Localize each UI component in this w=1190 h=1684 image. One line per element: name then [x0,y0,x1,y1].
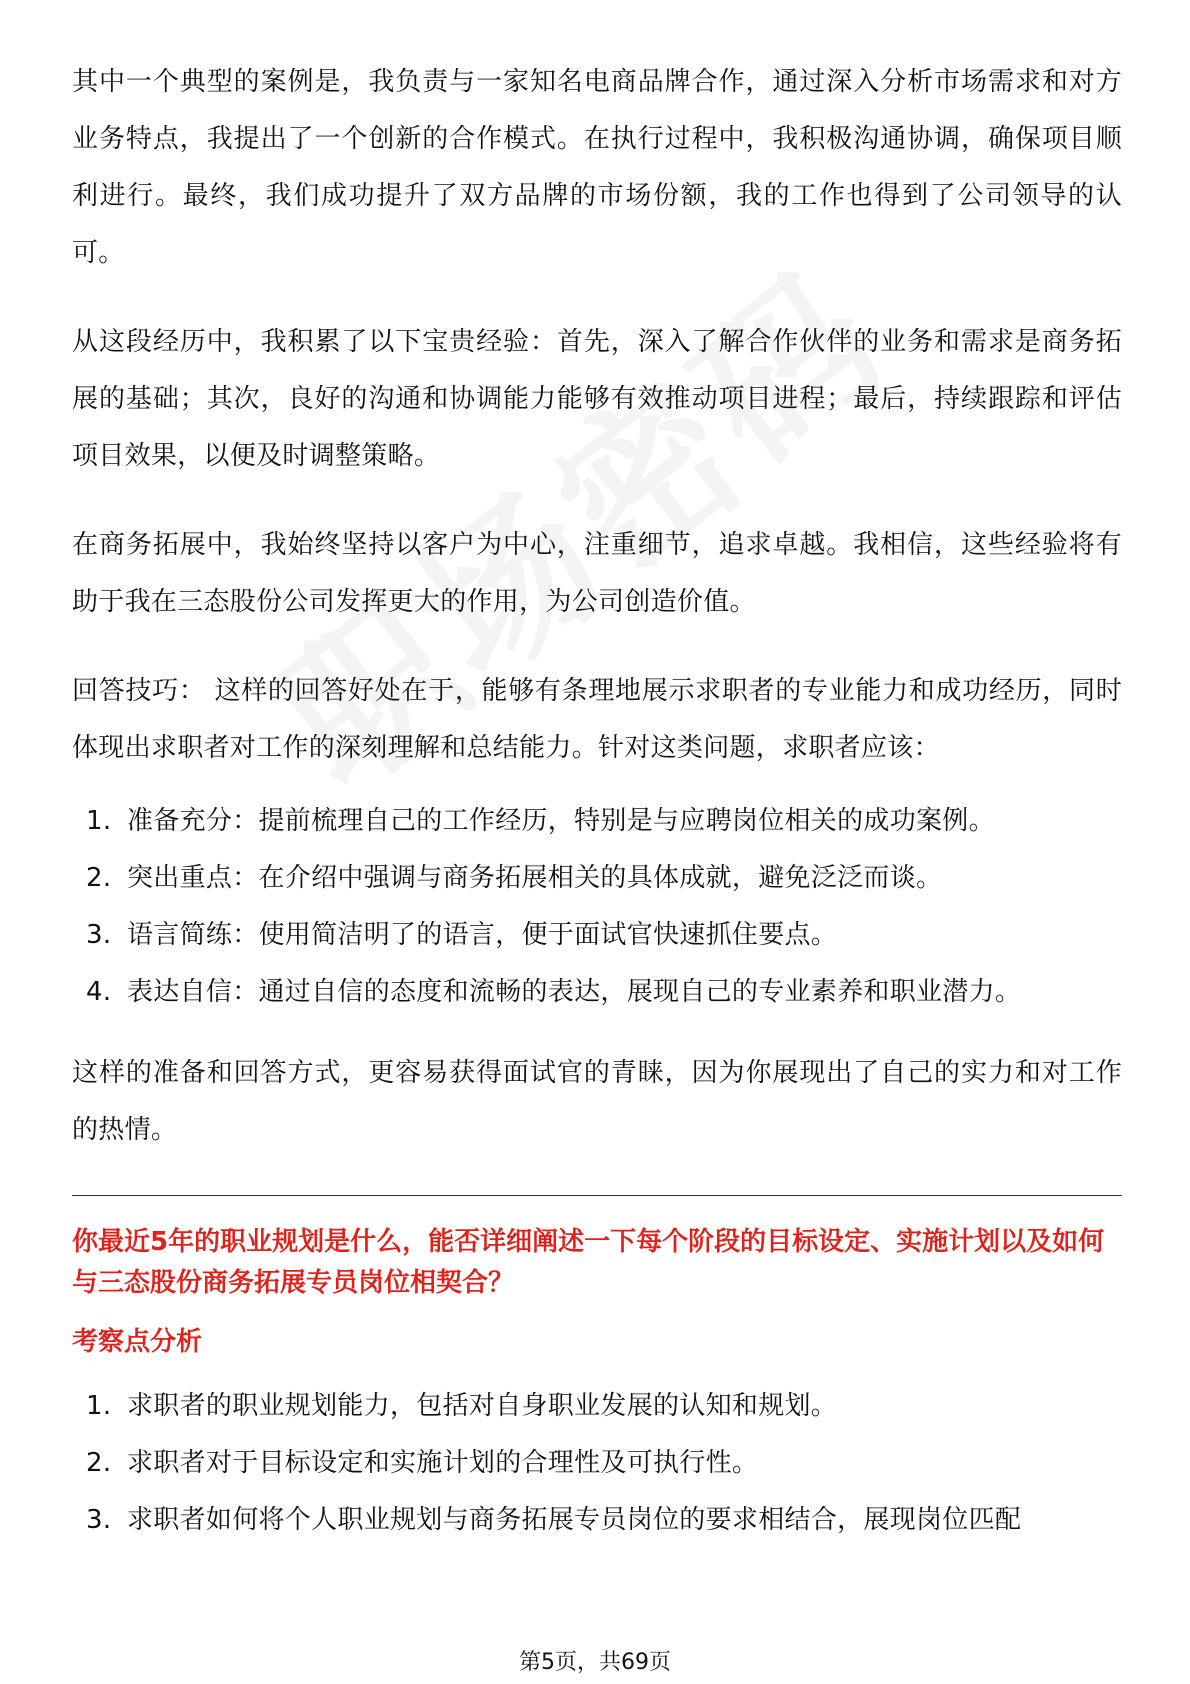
question-heading: 你最近5年的职业规划是什么，能否详细阐述一下每个阶段的目标设定、实施计划以及如何与三态股份商务拓展专员岗位相契合？ [72,1227,1105,1298]
list-number: 3. [86,1505,112,1535]
page-content [72,54,1122,1573]
list-text: 语言简练：使用简洁明了的语言，便于面试官快速抓住要点。 [127,920,838,950]
list-number: 2. [86,1448,112,1478]
list-text: 表达自信：通过自信的态度和流畅的表达，展现自己的专业素养和职业潜力。 [127,977,1022,1007]
page-footer: 第5页，共69页 [519,1650,671,1675]
paragraph-experience: 从这段经历中，我积累了以下宝贵经验：首先，深入了解合作伙伴的业务和需求是商务拓展的基础；其次，良好的沟通和协调能力能够有效推动项目进程；最后，持续跟踪和评估项目效果，以便及时调整策略。 [72,327,1122,471]
list-number: 1. [86,806,112,836]
list-item [72,793,1122,850]
list-text: 求职者的职业规划能力，包括对自身职业发展的认知和规划。 [127,1391,838,1421]
list-item [72,964,1122,1021]
list-text: 突出重点：在介绍中强调与商务拓展相关的具体成就，避免泛泛而谈。 [127,863,943,893]
tips-list [72,793,1122,1021]
paragraph-closing: 这样的准备和回答方式，更容易获得面试官的青睐，因为你展现出了自己的实力和对工作的热情。 [72,1058,1122,1145]
list-item [72,850,1122,907]
analysis-title: 考察点分析 [72,1327,203,1357]
list-item [72,907,1122,964]
paragraph-answer-tips: 回答技巧： 这样的回答好处在于，能够有条理地展示求职者的专业能力和成功经历，同时体现出求职者对工作的深刻理解和总结能力。针对这类问题，求职者应该： [72,676,1122,763]
list-text: 准备充分：提前梳理自己的工作经历，特别是与应聘岗位相关的成功案例。 [127,806,995,836]
analysis-list [72,1378,1122,1549]
list-number: 2. [86,863,112,893]
paragraph-customer-focus: 在商务拓展中，我始终坚持以客户为中心，注重细节，追求卓越。我相信，这些经验将有助于我在三态股份公司发挥更大的作用，为公司创造价值。 [72,530,1122,617]
section-divider [72,1195,1122,1196]
list-text: 求职者对于目标设定和实施计划的合理性及可执行性。 [127,1448,759,1478]
list-text: 求职者如何将个人职业规划与商务拓展专员岗位的要求相结合，展现岗位匹配 [127,1505,1022,1535]
list-number: 4. [86,977,112,1007]
list-number: 3. [86,920,112,950]
paragraph-case-example: 其中一个典型的案例是，我负责与一家知名电商品牌合作，通过深入分析市场需求和对方业务特点，我提出了一个创新的合作模式。在执行过程中，我积极沟通协调，确保项目顺利进行。最终，我们成功提升了双方品牌的市场份额，我的工作也得到了公司领导的认可。 [72,67,1122,268]
list-item [72,1378,1122,1435]
list-item [72,1435,1122,1492]
list-number: 1. [86,1391,112,1421]
list-item [72,1492,1122,1549]
